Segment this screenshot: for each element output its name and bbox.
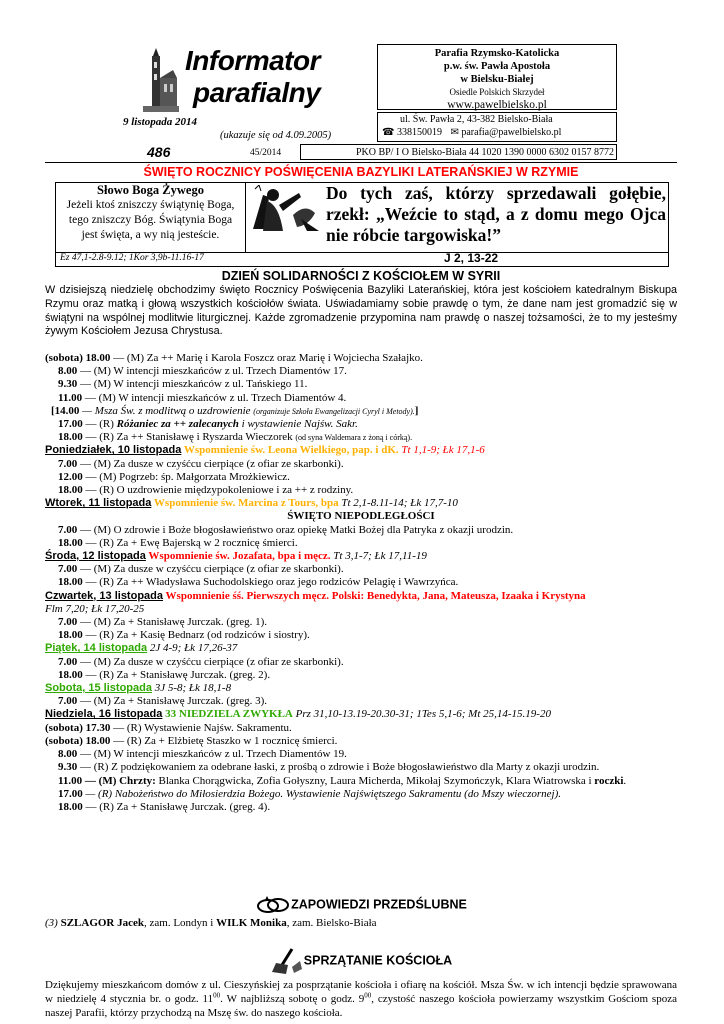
readings-bar	[55, 251, 669, 267]
schedule-row: 18.00 — (R) Za ++ Władysława Suchodolskiego oraz jego rodziców Pelagię i Wawrzyńca.	[58, 576, 459, 589]
email-address[interactable]: parafia@pawelbielsko.pl	[461, 127, 562, 138]
schedule-row: 18.00 — (R) Za + Kasię Bednarz (od rodziców i siostry).	[58, 629, 310, 642]
schedule-row: 7.00 — (M) Za + Stanisławę Jurczak. (greg. 3).	[58, 695, 268, 708]
schedule-row: (sobota) 18.00 — (M) Za ++ Marię i Karola Foszcz oraz Marię i Wojciecha Szałajko.	[45, 352, 423, 364]
word-line3: jest święta, a wy nią jesteście.	[81, 229, 220, 241]
schedule-row-mercy: 17.00 — (R) Nabożeństwo do Miłosierdzia Bożego. Wystawienie Najświętszego Sakramentu (do Mszy wieczornej).	[58, 787, 562, 800]
parish-box	[377, 44, 617, 110]
gospel-ref: J 2, 13-22	[444, 251, 499, 265]
contact-box	[377, 112, 617, 142]
word-of-god-text	[56, 183, 246, 252]
bulletin-title-line2: parafialny	[193, 77, 321, 108]
schedule-row: (sobota) 17.30 — (R) Wystawienie Najśw. Sakramentu.	[45, 721, 292, 734]
day-wednesday: Środa, 12 listopada Wspomnienie św. Jozafata, bpa i męcz. Tt 3,1-7; Łk 17,11-19	[45, 550, 427, 563]
banns-heading: ZAPOWIEDZI PRZEDŚLUBNE	[45, 896, 677, 914]
broom-icon	[270, 947, 304, 975]
parish-line3: w Bielsku-Białej	[460, 74, 534, 85]
schedule-row: 18.00 — (R) Za ++ Stanisławę i Ryszarda Wieczorek (od syna Waldemara z żoną i córką).	[58, 431, 413, 444]
logo	[143, 44, 393, 114]
day-sunday: Niedziela, 16 listopada 33 NIEDZIELA ZWYKŁA Prz 31,10-13.19-20.30-31; 1Tes 5,1-6; Mt 25,14-15.19-20	[45, 708, 551, 721]
schedule-row: 18.00 — (R) Za + Stanisławę Jurczak. (greg. 2).	[58, 668, 271, 681]
bulletin-title-line1: Informator	[185, 45, 320, 76]
thursday-reading: Flm 7,20; Łk 17,20-25	[45, 602, 145, 615]
solidarity-title: DZIEŃ SOLIDARNOŚCI Z KOŚCIOŁEM W SYRII	[221, 269, 501, 283]
website-link[interactable]: www.pawelbielsko.pl	[447, 99, 547, 111]
address: ul. Św. Pawła 2, 43-382 Bielsko-Biała	[400, 114, 553, 125]
jesus-temple-icon	[249, 185, 323, 235]
schedule-row: 8.00 — (M) W intencji mieszkańców z ul. Trzech Diamentów 19.	[58, 748, 347, 761]
schedule-row: (sobota) 18.00 — (R) Za + Elżbietę Staszko w 1 rocznicę śmierci.	[45, 734, 338, 747]
contact-line	[382, 126, 616, 139]
schedule-row-rosary: 17.00 — (R) Różaniec za ++ zalecanych i wystawienie Najśw. Sakr.	[58, 418, 358, 431]
schedule-row: 18.00 — (R) Za + Stanisławę Jurczak. (greg. 4).	[58, 800, 271, 813]
day-saturday: Sobota, 15 listopada 3J 5-8; Łk 18,1-8	[45, 682, 232, 695]
schedule-row: 9.30 — (R) Z podziękowaniem za odebrane łaski, z prośbą o zdrowie i Boże błogosławieństwo dla Marty z okazji urodzin.	[58, 761, 600, 774]
mass-schedule	[45, 352, 685, 814]
day-thursday: Czwartek, 13 listopada Wspomnienie śś. Pierwszych męcz. Polski: Benedykta, Jana, Mateusza, Izaaka i Krystyna	[45, 589, 586, 602]
parish-line4: Osiedle Polskich Skrzydeł	[449, 87, 545, 97]
schedule-row: 7.00 — (M) O zdrowie i Boże błogosławieństwo oraz opiekę Matki Bożej dla Patryka z okazji urodzin.	[58, 523, 514, 536]
intro-paragraph: W dzisiejszą niedzielę obchodzimy święto Rocznicy Poświęcenia Bazyliki Laterańskiej, która jest kościołem katedralnym Biskupa Rzymu oraz matką i głową wszystkich kościołów świata. Uświadamiamy sobie prawdę o tym, że dane nam jest gromadzić się w świątyni na wspólnej modlitwie liturgicznej. Każde zgromadzenie przypomina nam prawdę o naszej tożsamości, że to my jesteśmy żywym Kościołem Jezusa Chrystusa.	[45, 284, 677, 338]
parish-line2: p.w. św. Pawła Apostoła	[443, 61, 551, 72]
word-line1: Jeżeli ktoś zniszczy świątynię Boga,	[66, 199, 235, 211]
schedule-row: 11.00 — (M) W intencji mieszkańców z ul. Trzech Diamentów 4.	[58, 391, 347, 404]
schedule-row: 7.00 — (M) Za dusze w czyśćcu cierpiące (z ofiar ze skarbonki).	[58, 457, 344, 470]
feast-title: ŚWIĘTO ROCZNICY POŚWIĘCENIA BAZYLIKI LATERAŃSKIEJ W RZYMIE	[143, 165, 579, 179]
day-friday: Piątek, 14 listopada 2J 4-9; Łk 17,26-37	[45, 642, 238, 655]
banns-entry: (3) SZLAGOR Jacek, zam. Londyn i WILK Monika, zam. Bielsko-Biała	[45, 917, 377, 929]
church-icon	[143, 48, 179, 112]
published-since: (ukazuje się od 4.09.2005)	[220, 130, 332, 141]
schedule-row-baptisms: 11.00 — (M) Chrzty: Blanka Chorągwicka, Zofia Gołyszny, Laura Micherda, Mikołaj Szymończyk, Klara Wiatrowska i roczki.	[58, 774, 627, 787]
schedule-row: 9.30 — (M) W intencji mieszkańców z ul. Tańskiego 11.	[58, 378, 308, 391]
schedule-row: 7.00 — (M) Za dusze w czyśćcu cierpiące (z ofiar ze skarbonki).	[58, 563, 344, 576]
word-of-god-box	[55, 182, 669, 253]
cleaning-paragraph: Dziękujemy mieszkańcom domów z ul. Cieszyńskiej za posprzątanie kościoła i ofiarę na kościół. Msza Św. w ich intencji będzie sprawowana w niedzielę 4 stycznia br. o godz. $11^{00}$. W najbliższą sobotę o godz. $9^{00}$, czystość naszego kościoła powierzamy wszystkim Gościom spoza naszej Parafii, którzy przychodzą na Mszę św. do naszego kościoła.	[45, 979, 677, 1019]
header-divider	[45, 162, 677, 163]
word-line2: tego zniszczy Bóg. Świątynia Boga	[68, 214, 233, 226]
header	[45, 44, 677, 179]
bank-account: PKO BP/ I O Bielsko-Biała 44 1020 1390 0000 6302 0157 8772	[300, 144, 617, 160]
issue-number: 486	[147, 144, 171, 160]
bulletin-page	[45, 44, 677, 1019]
schedule-row: 12.00 — (M) Pogrzeb: śp. Małgorzata Mrożkiewicz.	[58, 470, 290, 483]
gospel-quote: Do tych zaś, którzy sprzedawali gołębie, rzekł: „Weźcie to stąd, a z domu mego Ojca nie róbcie targowiska!”	[326, 183, 666, 245]
cleaning-heading: SPRZĄTANIE KOŚCIOŁA	[45, 947, 677, 975]
email-icon: ✉	[450, 127, 459, 138]
readings-refs: Ez 47,1-2.8-9.12; 1Kor 3,9b-11.16-17	[60, 253, 204, 263]
word-heading: Słowo Boga Żywego	[97, 183, 204, 197]
schedule-row: 18.00 — (R) Za + Ewę Bajerską w 2 rocznicę śmierci.	[58, 536, 298, 549]
issue-date: 9 listopada 2014	[123, 116, 197, 128]
day-tuesday: Wtorek, 11 listopada Wspomnienie św. Marcina z Tours, bpa Tt 2,1-8.11-14; Łk 17,7-10	[45, 497, 458, 510]
schedule-row: 18.00 — (R) O uzdrowienie międzypokoleniowe i za ++ z rodziny.	[58, 484, 354, 497]
parish-line1: Parafia Rzymsko-Katolicka	[434, 48, 560, 59]
schedule-row: 7.00 — (M) Za + Stanisławę Jurczak. (greg. 1).	[58, 616, 268, 629]
schedule-row: 7.00 — (M) Za dusze w czyśćcu cierpiące (z ofiar ze skarbonki).	[58, 655, 344, 668]
issue-code: 45/2014	[250, 148, 282, 158]
phone-number: 338150019	[396, 127, 442, 138]
schedule-row-healing: [14.00 — Msza Św. z modlitwą o uzdrowienie (organizuje Szkoła Ewangelizacji Cyryl i Metody).]	[51, 404, 419, 417]
rings-icon	[255, 896, 291, 914]
independence-day: ŚWIĘTO NIEPODLEGŁOŚCI	[287, 510, 435, 523]
phone-icon: ☎	[382, 127, 395, 138]
schedule-row: 8.00 — (M) W intencji mieszkańców z ul. Trzech Diamentów 17.	[58, 365, 347, 378]
day-monday: Poniedziałek, 10 listopada Wspomnienie św. Leona Wielkiego, pap. i dK. Tt 1,1-9; Łk 17,1-6	[45, 444, 485, 457]
